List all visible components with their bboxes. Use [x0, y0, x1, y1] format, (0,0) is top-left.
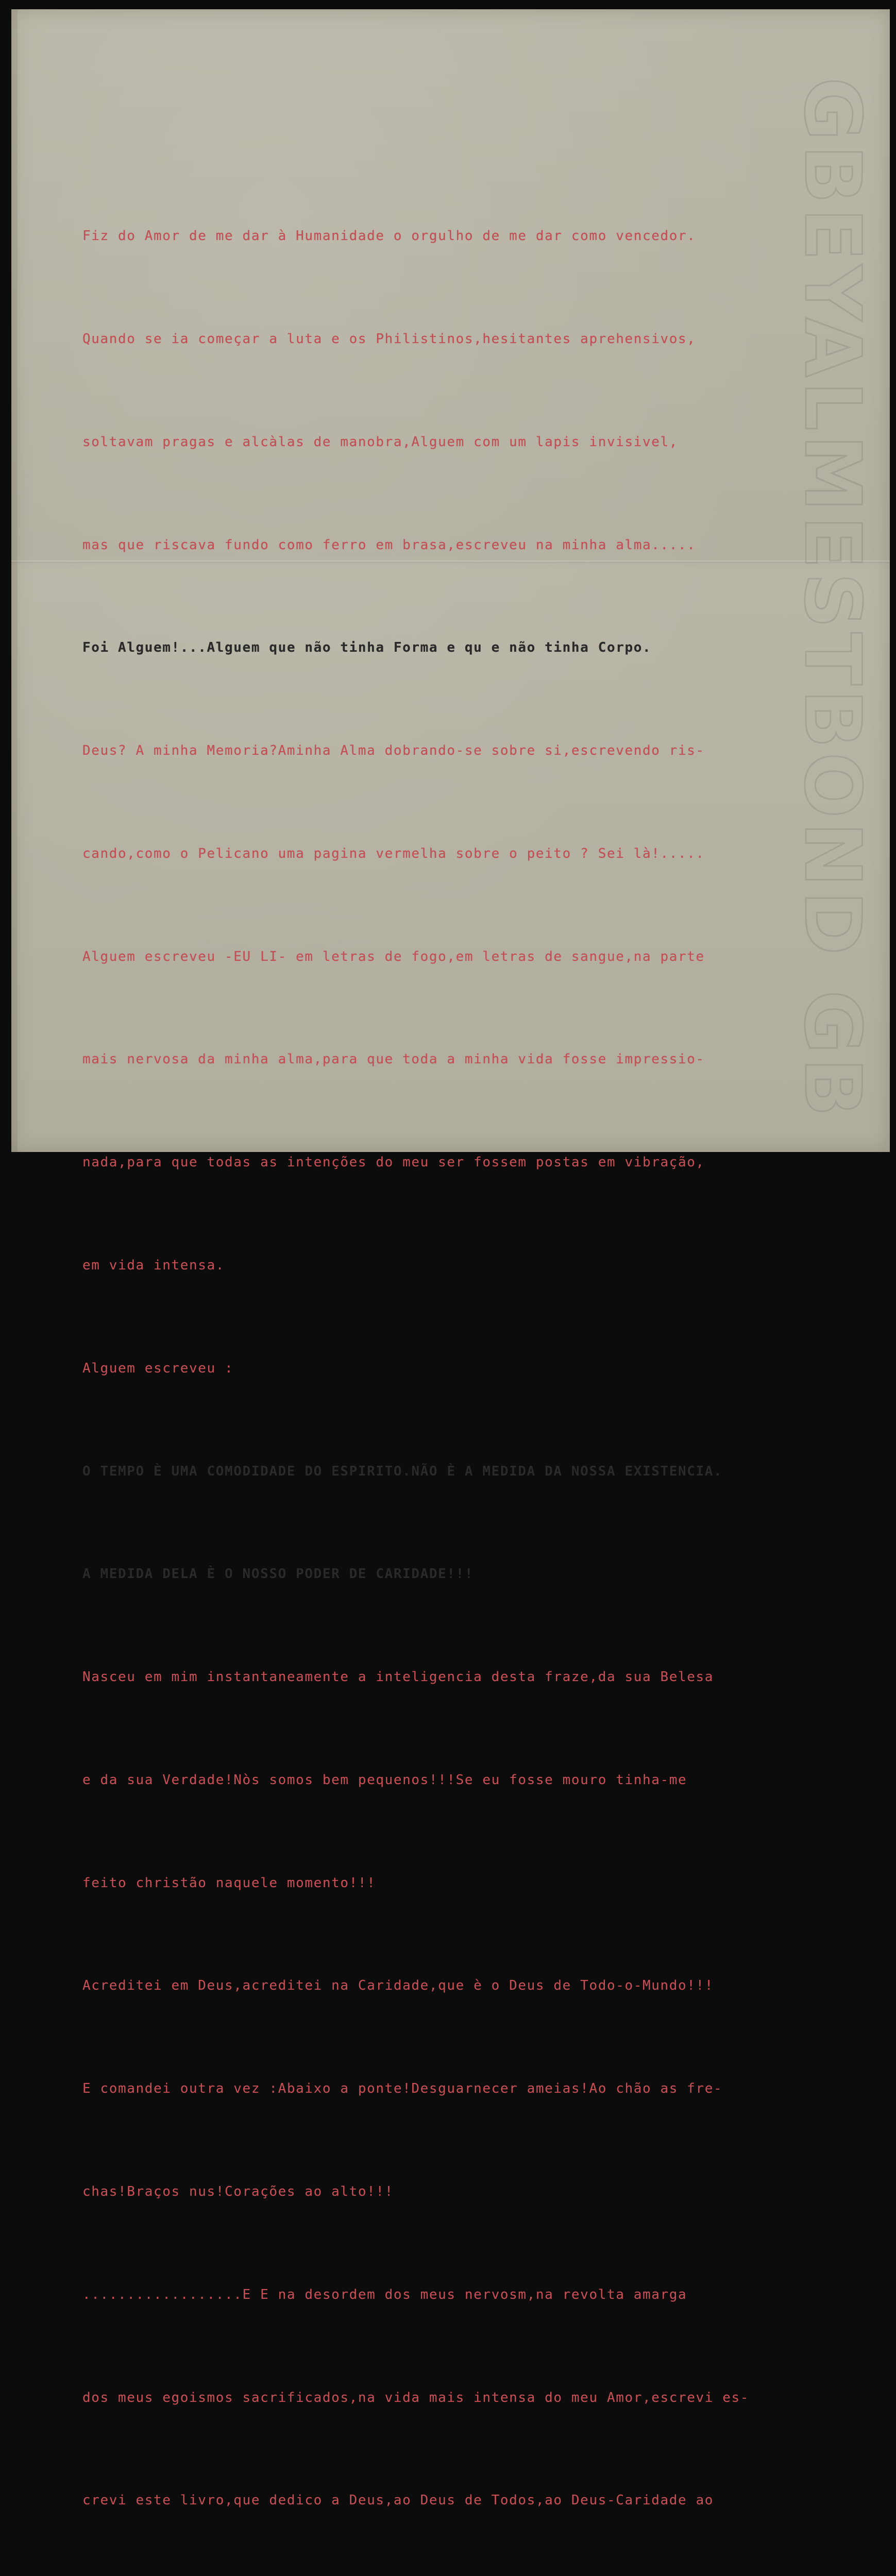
text-line-18: Acreditei em Deus,acreditei na Caridade,que è o Deus de Todo-o-Mundo!!! [82, 1978, 714, 1994]
text-line-16: e da sua Verdade!Nòs somos bem pequenos!!!Se eu fosse mouro tinha-me [82, 1772, 687, 1788]
text-line-5: Foi Alguem!...Alguem que não tinha Forma e qu e não tinha Corpo. [82, 640, 652, 656]
text-line-6: Deus? A minha Memoria?Aminha Alma dobrando-se sobre si,escrevendo ris- [82, 743, 705, 759]
text-line-2: Quando se ia começar a luta e os Philistinos,hesitantes aprehensivos, [82, 331, 696, 347]
text-line-13: O TEMPO È UMA COMODIDADE DO ESPIRITO.NÃO È A MEDIDA DA NOSSA EXISTENCIA. [82, 1463, 723, 1479]
text-line-11: em vida intensa. [82, 1258, 225, 1273]
text-line-12: Alguem escreveu : [82, 1360, 234, 1376]
text-line-20: chas!Braços nus!Corações ao alto!!! [82, 2184, 394, 2200]
watermark-text: GBEYALMESTBOND GB [787, 77, 877, 1121]
typewritten-text [82, 150, 876, 2576]
paper-edge-shadow [11, 9, 18, 1152]
text-line-14: A MEDIDA DELA È O NOSSO PODER DE CARIDADE!!! [82, 1566, 474, 1582]
text-line-8: Alguem escreveu -EU LI- em letras de fogo,em letras de sangue,na parte [82, 948, 705, 964]
text-line-15: Nasceu em mim instantaneamente a inteligencia desta fraze,da sua Belesa [82, 1669, 714, 1685]
text-line-10: nada,para que todas as intenções do meu ser fossem postas em vibração, [82, 1155, 705, 1171]
text-line-7: cando,como o Pelicano uma pagina vermelha sobre o peito ? Sei là!..... [82, 845, 705, 861]
text-line-19: E comandei outra vez :Abaixo a ponte!Desguarnecer ameias!Ao chão as fre- [82, 2081, 723, 2097]
text-line-23: crevi este livro,que dedico a Deus,ao Deus de Todos,ao Deus-Caridade ao [82, 2493, 714, 2509]
text-line-17: feito christão naquele momento!!! [82, 1875, 376, 1891]
text-line-4: mas que riscava fundo como ferro em brasa,escreveu na minha alma..... [82, 537, 696, 553]
text-line-3: soltavam pragas e alcàlas de manobra,Alguem com um lapis invisivel, [82, 434, 678, 450]
text-line-22: dos meus egoismos sacrificados,na vida mais intensa do meu Amor,escrevi es- [82, 2389, 749, 2405]
text-line-1: Fiz do Amor de me dar à Humanidade o orgulho de me dar como vencedor. [82, 228, 696, 244]
text-line-9: mais nervosa da minha alma,para que toda a minha vida fosse impressio- [82, 1052, 705, 1067]
text-line-21: ..................E E na desordem dos meus nervosm,na revolta amarga [82, 2286, 687, 2302]
